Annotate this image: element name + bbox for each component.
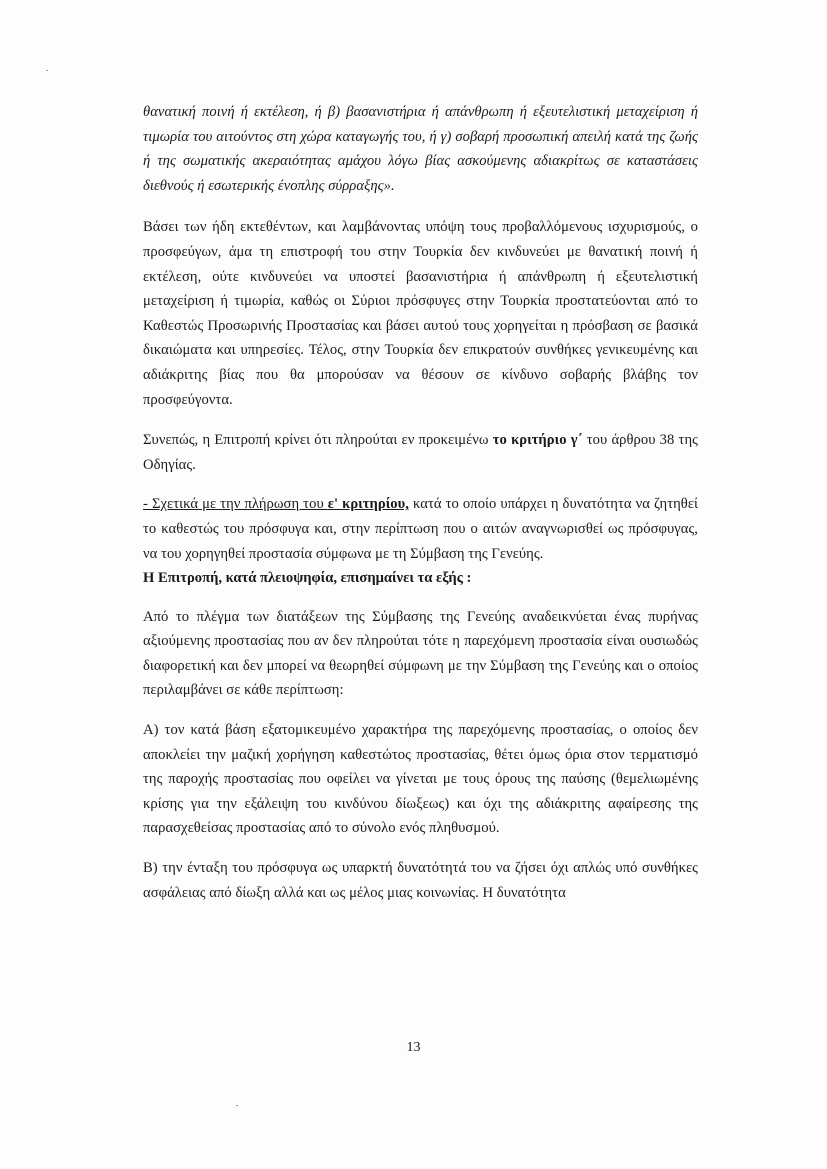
criterion-e-bold: ε' κριτηρίου,: [327, 496, 409, 513]
section-heading: Η Επιτροπή, κατά πλειοψηφία, επισημαίνει τα εξής :: [143, 570, 472, 587]
criterion-c-bold: το κριτήριο γ΄: [492, 432, 583, 449]
criterion-e-intro: - Σχετικά με την πλήρωση του: [143, 496, 328, 513]
paragraph-criterion-e: [143, 492, 698, 566]
page-number: 13: [406, 1040, 421, 1055]
conclusion-text-end: του άρθρου 38 της Οδηγίας.: [143, 432, 698, 473]
conclusion-text-start: Συνεπώς, η Επιτροπή κρίνει ότι πληρούται εν προκειμένω: [143, 432, 493, 449]
paragraph-geneva-core: Από το πλέγμα των διατάξεων της Σύμβασης της Γενεύης αναδεικνύεται ένας πυρήνας αξιούμενης προστασίας που αν δεν πληρούται τότε η παρεχόμενη προστασία είναι ουσιωδώς διαφορετική και δεν μπορεί να θεωρηθεί σύμφωνη με την Σύμβαση της Γενεύης και ο οποίος περιλαμβάνει σε κάθε περίπτωση:: [143, 608, 698, 699]
criterion-e-text: κατά το οποίο υπάρχει η δυνατότητα να ζητηθεί το καθεστώς του πρόσφυγα και, στην περίπτωση που ο αιτών αναγνωρισθεί ως πρόσφυγας, να του χορηγηθεί προστασία σύμφωνα με τη Σύμβαση της Γενεύης.: [143, 496, 698, 562]
scan-speck: [236, 1105, 238, 1106]
scan-speck: [46, 70, 48, 71]
paragraph-assessment: Βάσει των ήδη εκτεθέντων, και λαμβάνοντας υπόψη τους προβαλλόμενους ισχυρισμούς, ο προσφεύγων, άμα τη επιστροφή του στην Τουρκία δεν κινδυνεύει με θανατική ποινή ή εκτέλεση, ούτε κινδυνεύει να υποστεί βασανιστήρια ή απάνθρωπη ή εξευτελιστική μεταχείριση ή τιμωρία, καθώς οι Σύριοι πρόσφυγες στην Τουρκία προστατεύονται από το Καθεστώς Προσωρινής Προστασίας και βάσει αυτού τους χορηγείται η πρόσβαση σε βασικά δικαιώματα και υπηρεσίες. Τέλος, στην Τουρκία δεν επικρατούν συνθήκες γενικευμένης και αδιάκριτης βίας που θα μπορούσαν να θέσουν σε κίνδυνο σοβαρής βλάβης τον προσφεύγοντα.: [143, 219, 698, 408]
paragraph-point-a: Α) τον κατά βάση εξατομικευμένο χαρακτήρα της παρεχόμενης προστασίας, ο οποίος δεν αποκλείει την μαζική χορήγηση καθεστώτος προστασίας, θέτει όμως όρια στον τερματισμό της παροχής προστασίας που οφείλει να γίνεται με τους όρους της παύσης (θεμελιωμένης κρίσης για την εξάλειψη του κινδύνου δίωξεως) και όχι της αδιάκριτης αφαίρεσης της παρασχεθείσας προστασίας από το σύνολο ενός πληθυσμού.: [143, 722, 698, 837]
document-body: [143, 100, 698, 905]
paragraph-conclusion: [143, 428, 698, 477]
paragraph-point-b: Β) την ένταξη του πρόσφυγα ως υπαρκτή δυνατότητά του να ζήσει όχι απλώς υπό συνθήκες ασφάλειας από δίωξη αλλά και ως μέλος μιας κοινωνίας. Η δυνατότητα: [143, 860, 698, 901]
quoted-paragraph: θανατική ποινή ή εκτέλεση, ή β) βασανιστήρια ή απάνθρωπη ή εξευτελιστική μεταχείριση ή τιμωρία του αιτούντος στη χώρα καταγωγής του, ή γ) σοβαρή προσωπική απειλή κατά της ζωής ή της σωματικής ακεραιότητας αμάχου λόγω βίας ασκούμενης αδιακρίτως σε καταστάσεις διεθνούς ή εσωτερικής ένοπλης σύρραξης».: [143, 104, 698, 194]
